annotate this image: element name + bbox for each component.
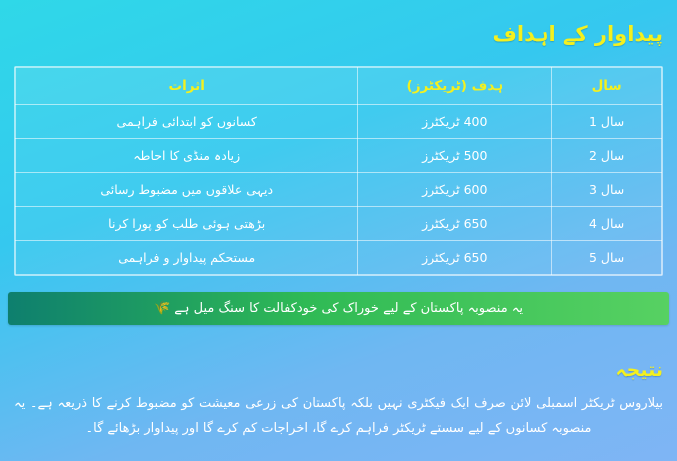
conclusion-body: بیلاروس ٹریکٹر اسمبلی لائن صرف ایک فیکٹری نہیں بلکہ پاکستان کی زرعی معیشت کو مضبوط کرنے کا ذریعہ ہے۔ یہ منصوبہ کسانوں کے لیے سستے ٹریکٹر فراہم کرے گا، اخراجات کم کرے گا اور پیداوار بڑھائے گا۔	[14, 396, 663, 437]
cell-year: سال 5	[552, 241, 662, 275]
cell-effect: دیہی علاقوں میں مضبوط رسائی	[16, 173, 358, 207]
cell-year: سال 2	[552, 139, 662, 173]
column-header-year: سال	[552, 68, 662, 105]
production-targets-table-wrap	[14, 66, 663, 276]
cell-effect: زیادہ منڈی کا احاطہ	[16, 139, 358, 173]
cell-target: 500 ٹریکٹرز	[358, 139, 552, 173]
table-row	[16, 241, 662, 275]
production-targets-table	[15, 67, 662, 275]
cell-target: 600 ٹریکٹرز	[358, 173, 552, 207]
cell-year: سال 3	[552, 173, 662, 207]
cell-target: 400 ٹریکٹرز	[358, 105, 552, 139]
cell-effect: بڑھتی ہوئی طلب کو پورا کرنا	[16, 207, 358, 241]
column-header-effect: اثرات	[16, 68, 358, 105]
highlight-banner	[8, 292, 669, 325]
cell-target: 650 ٹریکٹرز	[358, 207, 552, 241]
table-row	[16, 139, 662, 173]
table-row	[16, 207, 662, 241]
table-row	[16, 105, 662, 139]
conclusion-section	[0, 359, 677, 454]
table-row	[16, 173, 662, 207]
cell-year: سال 1	[552, 105, 662, 139]
wheat-icon: 🌾	[153, 301, 171, 317]
cell-target: 650 ٹریکٹرز	[358, 241, 552, 275]
page-title: پیداوار کے اہداف	[492, 22, 663, 47]
banner-text: یہ منصوبہ پاکستان کے لیے خوراک کی خودکفالت کا سنگ میل ہے	[174, 301, 524, 317]
cell-effect: کسانوں کو ابتدائی فراہمی	[16, 105, 358, 139]
table-header-row	[16, 68, 662, 105]
column-header-target: ہدف (ٹریکٹرز)	[358, 68, 552, 105]
table-body	[16, 105, 662, 275]
cell-effect: مستحکم پیداوار و فراہمی	[16, 241, 358, 275]
conclusion-title: نتیجہ	[615, 359, 663, 382]
table-header	[16, 68, 662, 105]
cell-year: سال 4	[552, 207, 662, 241]
